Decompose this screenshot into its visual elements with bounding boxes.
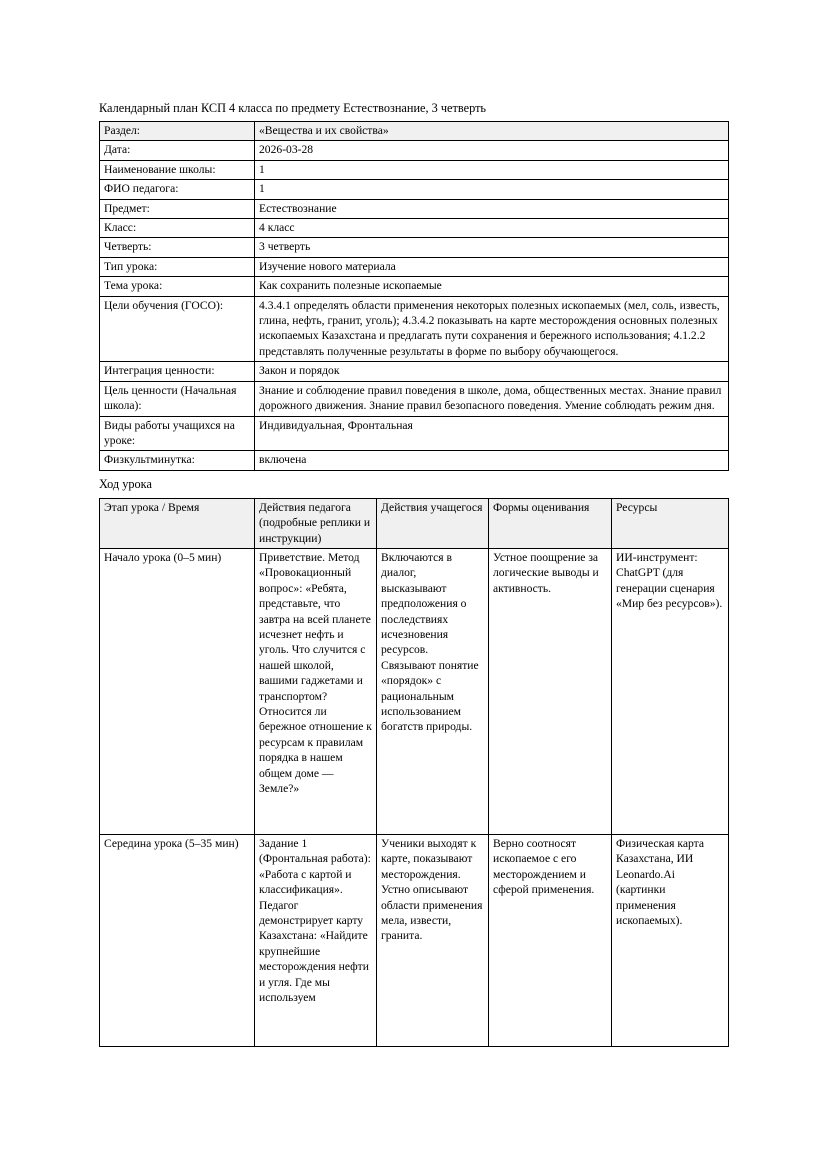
cell-student-actions: Включаются в диалог, высказывают предположения о последствиях исчезновения ресурсов. Связывают понятие «порядок» с рациональным использованием богатств природы. — [377, 548, 489, 834]
column-header-teacher-actions: Действия педагога (подробные реплики и инструкции) — [255, 498, 377, 548]
table-row — [100, 451, 729, 470]
info-value: 2026-03-28 — [255, 141, 729, 160]
column-header-student-actions: Действия учащегося — [377, 498, 489, 548]
table-row — [100, 834, 729, 1046]
info-label: Предмет: — [100, 199, 255, 218]
info-value: 4.3.4.1 определять области применения некоторых полезных ископаемых (мел, соль, известь, глина, нефть, гранит, уголь); 4.3.4.2 показывать на карте месторождения основных полезных ископаемых Казахстана и предлагать пути сохранения и бережного использования; 4.1.2.2 представлять полученные результаты в форме по выбору обучающегося. — [255, 296, 729, 362]
page-title: Календарный план КСП 4 класса по предмету Естествознание, 3 четверть — [99, 101, 487, 115]
cell-resources: ИИ-инструмент: ChatGPT (для генерации сценария «Мир без ресурсов»). — [612, 548, 729, 834]
table-row — [100, 122, 729, 141]
table-row — [100, 362, 729, 381]
info-label: ФИО педагога: — [100, 180, 255, 199]
info-label: Класс: — [100, 219, 255, 238]
info-label: Цель ценности (Начальная школа): — [100, 381, 255, 416]
info-label: Цели обучения (ГОСО): — [100, 296, 255, 362]
info-value: включена — [255, 451, 729, 470]
cell-teacher-actions: Приветствие. Метод «Провокационный вопрос»: «Ребята, представьте, что завтра на всей планете исчезнет нефть и уголь. Что случится с нашей школой, вашими гаджетами и транспортом? Относится ли бережное отношение к ресурсам к правилам порядка в нашем общем доме — Земле?» — [255, 548, 377, 834]
table-row — [100, 180, 729, 199]
column-header-assessment: Формы оценивания — [489, 498, 612, 548]
cell-stage: Начало урока (0–5 мин) — [100, 548, 255, 834]
cell-student-actions: Ученики выходят к карте, показывают месторождения. Устно описывают области применения мела, извести, гранита. — [377, 834, 489, 1046]
cell-assessment: Верно соотносят ископаемое с его месторождением и сферой применения. — [489, 834, 612, 1046]
cell-assessment: Устное поощрение за логические выводы и активность. — [489, 548, 612, 834]
table-row — [100, 199, 729, 218]
table-row — [100, 277, 729, 296]
table-row — [100, 257, 729, 276]
lesson-flow-heading: Ход урока — [99, 476, 152, 491]
table-row — [100, 141, 729, 160]
cell-resources: Физическая карта Казахстана, ИИ Leonardo.Ai (картинки применения ископаемых). — [612, 834, 729, 1046]
info-value: Закон и порядок — [255, 362, 729, 381]
column-header-resources: Ресурсы — [612, 498, 729, 548]
info-value: Знание и соблюдение правил поведения в школе, дома, общественных местах. Знание правил дорожного движения. Знание правил безопасного поведения. Умение соблюдать режим дня. — [255, 381, 729, 416]
cell-teacher-actions: Задание 1 (Фронтальная работа): «Работа с картой и классификация». Педагог демонстрирует карту Казахстана: «Найдите крупнейшие месторождения нефти и угля. Где мы используем — [255, 834, 377, 1046]
table-row — [100, 548, 729, 834]
table-row — [100, 219, 729, 238]
info-label: Интеграция ценности: — [100, 362, 255, 381]
info-value: «Вещества и их свойства» — [255, 122, 729, 141]
info-value: 1 — [255, 160, 729, 179]
info-value: Изучение нового материала — [255, 257, 729, 276]
table-row — [100, 416, 729, 451]
info-label: Наименование школы: — [100, 160, 255, 179]
cell-stage: Середина урока (5–35 мин) — [100, 834, 255, 1046]
info-label: Раздел: — [100, 122, 255, 141]
table-row — [100, 296, 729, 362]
info-label: Четверть: — [100, 238, 255, 257]
table-header-row — [100, 498, 729, 548]
info-value: 1 — [255, 180, 729, 199]
info-value: Естествознание — [255, 199, 729, 218]
info-label: Тема урока: — [100, 277, 255, 296]
table-row — [100, 160, 729, 179]
info-value: Индивидуальная, Фронтальная — [255, 416, 729, 451]
lesson-info-table — [99, 121, 729, 471]
page-content — [99, 100, 728, 1047]
info-label: Тип урока: — [100, 257, 255, 276]
lesson-flow-table — [99, 498, 729, 1047]
info-value: 3 четверть — [255, 238, 729, 257]
table-row — [100, 381, 729, 416]
info-label: Дата: — [100, 141, 255, 160]
table-row — [100, 238, 729, 257]
column-header-stage: Этап урока / Время — [100, 498, 255, 548]
info-value: Как сохранить полезные ископаемые — [255, 277, 729, 296]
info-label: Виды работы учащихся на уроке: — [100, 416, 255, 451]
info-label: Физкультминутка: — [100, 451, 255, 470]
info-value: 4 класс — [255, 219, 729, 238]
